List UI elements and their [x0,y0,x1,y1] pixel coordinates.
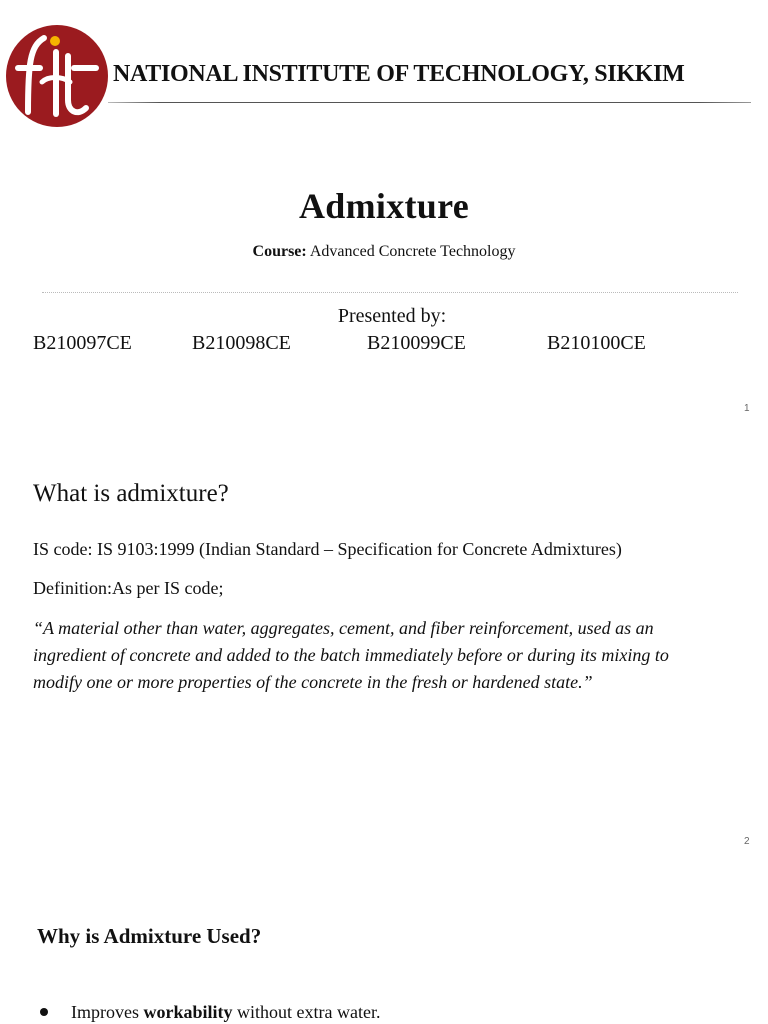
is-code-text: IS code: IS 9103:1999 (Indian Standard – Specification for Concrete Admixtures) [33,539,622,559]
institute-name: NATIONAL INSTITUTE OF TECHNOLOGY, SIKKIM [113,61,685,87]
dotted-divider [42,292,738,293]
nit-sikkim-logo [4,24,110,128]
roll-number: B210097CE [33,332,132,354]
section-heading: Why is Admixture Used? [37,924,262,948]
course-name: Advanced Concrete Technology [309,243,516,260]
roll-number: B210098CE [192,332,291,354]
bullet-dot-icon [40,1008,48,1016]
quote-line: “A material other than water, aggregates, cement, and fiber reinforcement, used as an [33,618,654,638]
roll-number: B210100CE [547,332,646,354]
roll-number: B210099CE [367,332,466,354]
definition-text: Definition:As per IS code; [33,578,224,598]
page-number: 2 [744,836,750,847]
presented-by-label: Presented by: [337,305,447,327]
bullet-item [40,1002,380,1023]
bullet-suffix: without extra water. [232,1002,381,1022]
section-heading: What is admixture? [33,480,229,507]
bullet-prefix: Improves [71,1002,144,1022]
definition-quote [33,615,733,696]
quote-line: modify one or more properties of the concrete in the fresh or hardened state.” [33,672,593,692]
quote-line: ingredient of concrete and added to the batch immediately before or during its mixing to [33,645,669,665]
course-label: Course: [252,243,307,260]
course-line [0,243,768,261]
bullet-emphasis: workability [143,1002,233,1022]
page-number: 1 [744,403,750,414]
slide-title: Admixture [298,186,470,226]
header-divider [108,102,751,103]
